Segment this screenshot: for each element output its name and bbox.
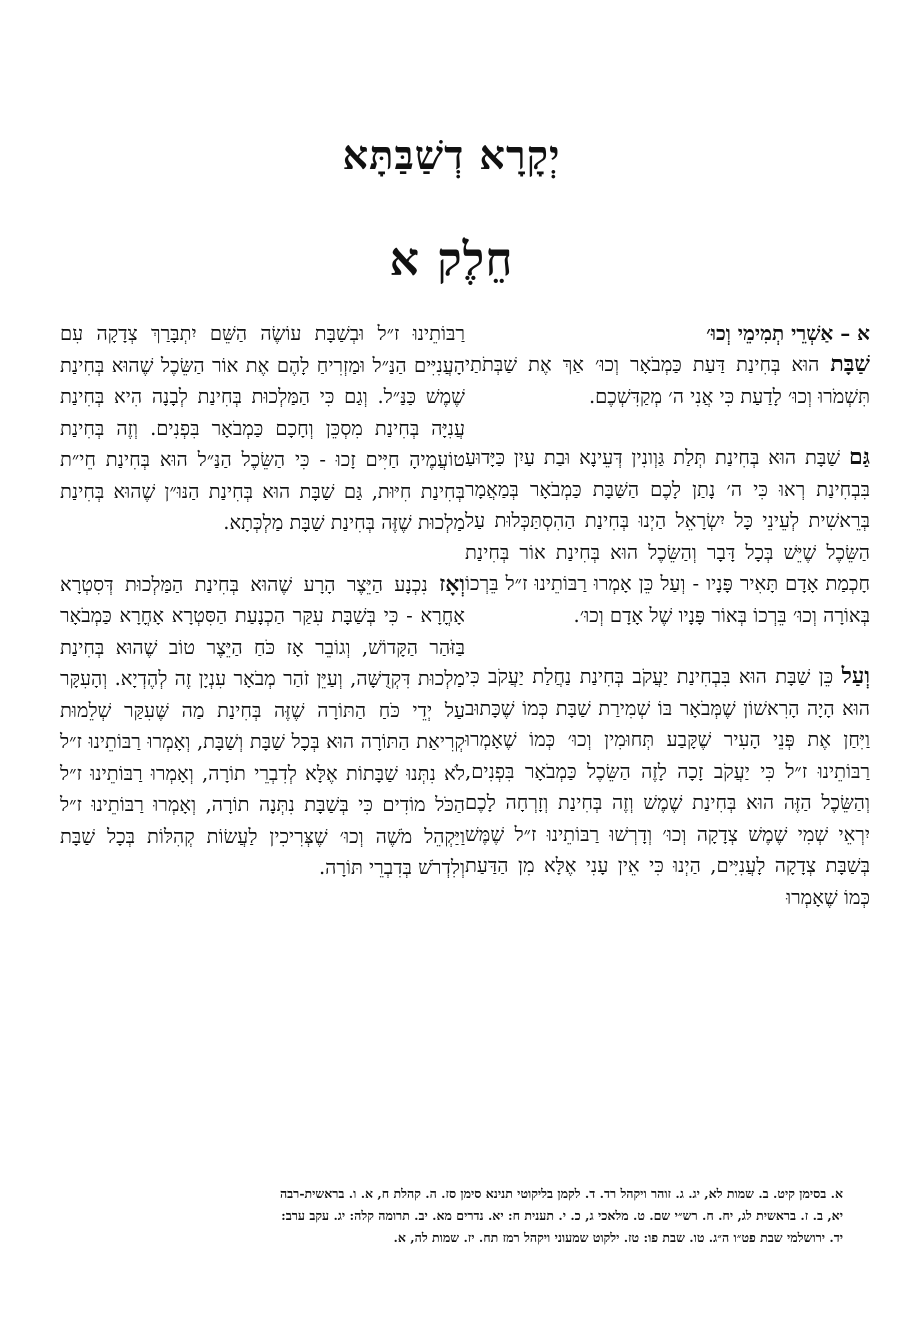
lead-word: וְאָז	[439, 570, 465, 597]
paragraph-text: כֵּן שַׁבָּת הוּא בִּבְחִינַת יַעֲקֹב בְּחִינַת נַחֲלַת יַעֲקֹב כִּי הוּא הָיָה הָרִאשׁוֹן שֶׁמְּבֹאָר בּוֹ שְׁמִירַת שַׁבָּת כְּמוֹ שֶׁכָּתוּב וַיִּחַן אֶת פְּנֵי הָעִיר שֶׁקָּבַע תְּחוּמִין וְכוּ׳ כְּמוֹ שֶׁאָמְרוּ רַבּוֹתֵינוּ ז״ל כִּי יַעֲקֹב זָכָה לָזֶה הַשֵּׂכֶל כַּמְבֹאָר בִּפְנִים, וְהַשֵּׂכֶל הַזֶּה הוּא בְּחִינַת שֶׁמֶשׁ וְזֶה בְּחִינַת וְזָרְחָה לָכֶם יִרְאֵי שְׁמִי שֶׁמֶשׁ צְדָקָה וְכוּ׳ וְדָרְשׁוּ רַבּוֹתֵינוּ ז״ל שֶׁמֶּשׁ בְּשַׁבָּת צְדָקָה לָעֲנִיִּים, הַיְנוּ כִּי אֵין עָנִי אֶלָּא מִן הַדַּעַת כְּמוֹ שֶׁאָמְרוּ	[465, 665, 870, 909]
paragraph-continuation: רַבּוֹתֵינוּ ז״ל וּבְשַׁבָּת עוֹשֶׂה הַשֵּׁם יִתְבָּרַךְ צְדָקָה עִם הָעֲנִיִּים הַנַּ״ל וּמַזְרִיחַ לָהֶם אֶת אוֹר הַשֵּׂכֶל שֶׁהוּא בְּחִינַת שֶׁמֶשׁ כַּנַּ״ל. וְגַם כִּי הַמַּלְכוּת בְּחִינַת לְבָנָה הִיא בְּחִינַת עֲנִיָּה בְּחִינַת מִסְכֵּן וְחָכָם כַּמְבֹאָר בִּפְנִים. וְזֶה בְּחִינַת טוֹעֲמֶיהָ חַיִּים זָכוּ - כִּי הַשֵּׂכֶל הַנַּ״ל הוּא בְּחִינַת חֵי״ת בְּחִינַת חִיּוּת, גַּם שַׁבָּת הוּא בְּחִינַת הַנּוּ״ן שֶׁהוּא בְּחִינַת מַלְכוּת שֶׁזֶּה בְּחִינַת שַׁבָּת מַלְכְּתָא.	[60, 322, 465, 534]
lead-word: וְעַל	[841, 663, 870, 689]
paragraph-text: נִכְנָע הַיֵּצֶר הָרָע שֶׁהוּא בְּחִינַת הַמַּלְכוּת דְּסִטְרָא אָחֳרָא - כִּי בְּשַׁבָּת עִקַּר הַכְנָעַת הַסִּטְרָא אָחֳרָא כַּמְבֹאָר בַּזֹּהַר הַקָּדוֹשׁ, וְגוֹבֵר אָז כֹּחַ הַיֵּצֶר טוֹב שֶׁהוּא בְּחִינַת מַלְכוּת דִּקְדֻשָּׁה, וְעַיֵּן זֹהַר מְבֹאָר עִנְיָן זֶה לְהֶדְיָא. וְהָעִקָּר עַל יְדֵי כֹּחַ הַתּוֹרָה שֶׁזֶּה בְּחִינַת מַה שֶּׁעִקַּר שְׁלֵמוּת קְרִיאַת הַתּוֹרָה הוּא בְּכָל שַׁבָּת וְשַׁבָּת, וְאָמְרוּ רַבּוֹתֵינוּ ז״ל לֹא נִתְּנוּ שַׁבָּתוֹת אֶלָּא לְדִבְרֵי תוֹרָה, וְאָמְרוּ רַבּוֹתֵינוּ ז״ל הַכֹּל מוֹדִים כִּי בְּשַׁבָּת נִתְּנָה תוֹרָה, וְאָמְרוּ רַבּוֹתֵינוּ ז״ל וַיַּקְהֵל מֹשֶׁה וְכוּ׳ שֶׁצְּרִיכִין לַעֲשׂוֹת קְהִלּוֹת בְּכָל שַׁבָּת וְלִדְרֹשׁ בְּדִבְרֵי תּוֹרָה.	[60, 572, 465, 879]
paragraph-veaz	[60, 569, 465, 884]
left-column	[60, 318, 465, 884]
paragraph-gam	[465, 442, 870, 631]
section-heading: א – אַשְׁרֵי תְמִימֵי וְכוּ׳	[706, 321, 870, 345]
lead-word: שַׁבָּת	[830, 351, 870, 377]
paragraph-text: שַׁבָּת הוּא בְּחִינַת תְּלַת גַּוְונִין דְּעֵינָא וּבַת עַיִן כַּיָּדוּעַ בִּבְחִינַת רְאוּ כִּי ה׳ נָתַן לָכֶם הַשַּׁבָּת כַּמְבֹאָר בְּמַאֲמָר בְּרֵאשִׁית לְעֵינֵי כָּל יִשְׂרָאֵל הַיְנוּ בְּחִינַת הַהִסְתַּכְּלוּת עַל הַשֵּׂכֶל שֶׁיֵּשׁ בְּכָל דָּבָר וְהַשֵּׂכֶל הוּא בְּחִינַת אוֹר בְּחִינַת חָכְמַת אָדָם תָּאִיר פָּנָיו - וְעַל כֵּן אָמְרוּ רַבּוֹתֵינוּ ז״ל בֵּרְכוֹ בְּאוֹרָה וְכוּ׳ בֵּרְכוֹ בְּאוֹר פָּנָיו שֶׁל אָדָם וְכוּ׳.	[465, 446, 870, 627]
footnotes	[60, 1183, 843, 1249]
footnote-line: יא, ב. ז. בראשית לג, יח. ח. רש״י שם. ט. מלאכי ג, כ. י. תענית ח: יא. נדרים מא. יב. תרומה קלה: יג. עקב ערב:	[281, 1208, 843, 1223]
paragraph-text: הוּא בְּחִינַת דַּעַת כַּמְבֹאָר וְכוּ׳ אַךְ אֶת שַׁבְּתֹתַי תִּשְׁמֹרוּ וְכוּ׳ לָדַעַת כִּי אֲנִי ה׳ מְקַדִּשְׁכֶם.	[465, 353, 870, 408]
paragraph-shabbat	[465, 349, 870, 412]
footnote-line: א. בסימן קיט. ב. שמות לא, יג. ג. זוהר ויקהל רד. ד. לקמן בליקוטי תנינא סימן סז. ה. קהלת ח, א. ו. בראשית-רבה	[279, 1186, 843, 1201]
footnote-line: יד. ירושלמי שבת פט״ו ה״ג. טו. שבת פו: טז. ילקוט שמעוני ויקהל רמז תח. יז. שמות לה, א.	[393, 1230, 843, 1245]
lead-word: גַּם	[849, 444, 871, 470]
part-title: חֵלֶק א	[389, 232, 514, 286]
paragraph-veal	[465, 661, 870, 913]
book-title: יְקָרָא דְשַׁבַּתָּא	[342, 132, 561, 179]
right-column	[465, 318, 870, 913]
